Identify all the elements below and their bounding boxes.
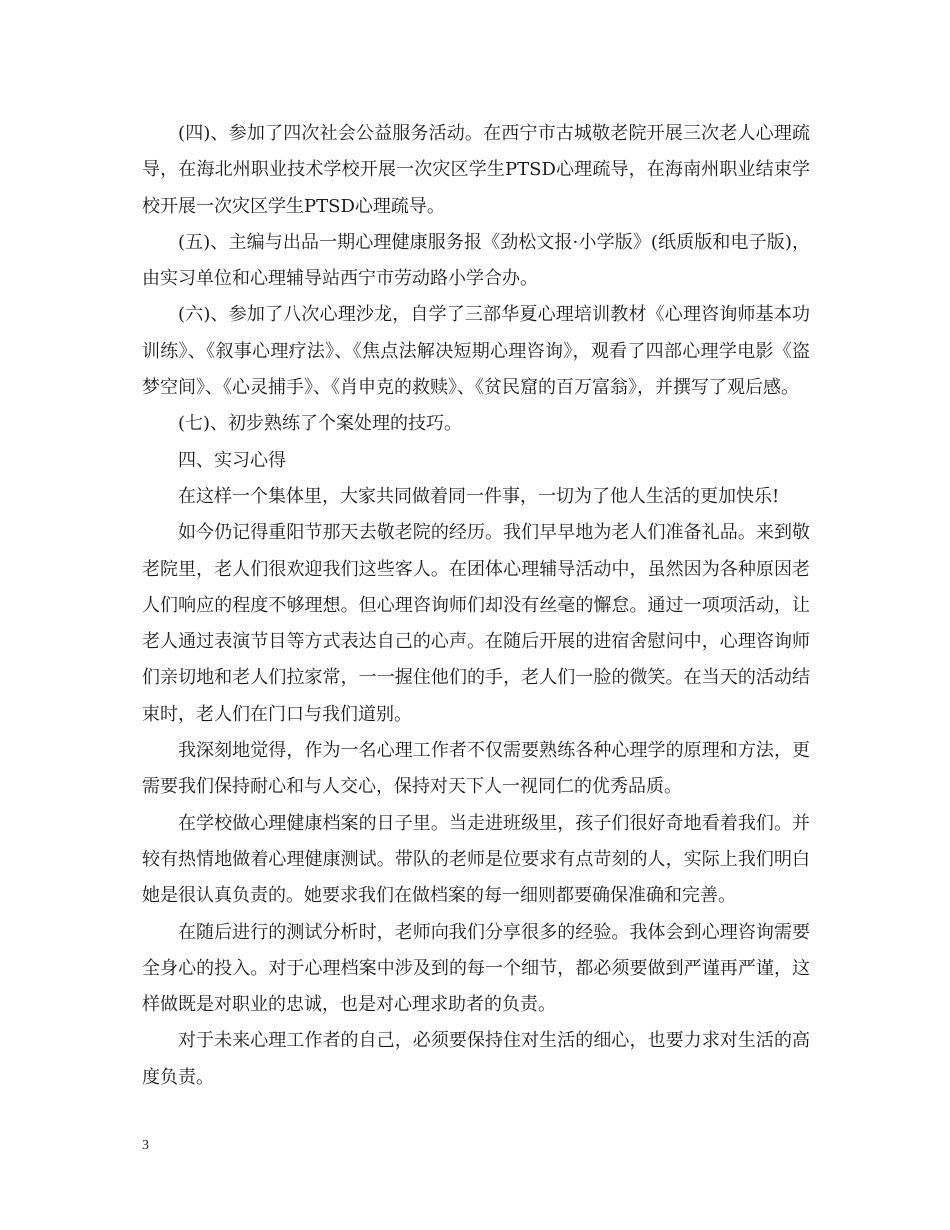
paragraph-deep-feeling: 我深刻地觉得，作为一名心理工作者不仅需要熟练各种心理学的原理和方法，更需要我们保持耐心和与人交心，保持对天下人一视同仁的优秀品质。 <box>142 740 810 798</box>
paragraph-collective: 在这样一个集体里，大家共同做着同一件事，一切为了他人生活的更加快乐! <box>178 485 780 507</box>
section-heading-internship-reflections: 四、实习心得 <box>178 449 286 471</box>
page-number: 3 <box>142 1138 149 1153</box>
paragraph-school-archives: 在学校做心理健康档案的日子里。当走进班级里，孩子们很好奇地看着我们。并较有热情地做着心理健康测试。带队的老师是位要求有点苛刻的人，实际上我们明白她是很认真负责的。她要求我们在做档案的每一细则都要确保准确和完善。 <box>142 812 810 907</box>
paragraph-test-analysis: 在随后进行的测试分析时，老师向我们分享很多的经验。我体会到心理咨询需要全身心的投入。对于心理档案中涉及到的每一个细节，都必须要做到严谨再严谨，这样做既是对职业的忠诚，也是对心理求助者的负责。 <box>142 921 810 1016</box>
paragraph-item-5: (五)、主编与出品一期心理健康服务报《劲松文报·小学版》(纸质版和电子版)，由实习单位和心理辅导站西宁市劳动路小学合办。 <box>142 231 810 290</box>
paragraph-item-6: (六)、参加了八次心理沙龙，自学了三部华夏心理培训教材《心理咨询师基本功训练》、《叙事心理疗法》、《焦点法解决短期心理咨询》，观看了四部心理学电影《盗梦空间》、《心灵捕手》、《肖申克的救赎》、《贫民窟的百万富翁》，并撰写了观后感。 <box>142 304 810 399</box>
paragraph-item-7: (七)、初步熟练了个案处理的技巧。 <box>178 413 463 435</box>
paragraph-item-4: (四)、参加了四次社会公益服务活动。在西宁市古城敬老院开展三次老人心理疏导，在海北州职业技术学校开展一次灾区学生PTSD心理疏导，在海南州职业结束学校开展一次灾区学生PTSD心理疏导。 <box>142 123 810 217</box>
document-body <box>142 116 810 1096</box>
paragraph-future-self: 对于未来心理工作者的自己，必须要保持住对生活的细心，也要力求对生活的高度负责。 <box>142 1030 810 1088</box>
paragraph-nursing-home: 如今仍记得重阳节那天去敬老院的经历。我们早早地为老人们准备礼品。来到敬老院里，老人们很欢迎我们这些客人。在团体心理辅导活动中，虽然因为各种原因老人们响应的程度不够理想。但心理咨询师们却没有丝毫的懈怠。通过一项项活动，让老人通过表演节目等方式表达自己的心声。在随后开展的进宿舍慰问中，心理咨询师们亲切地和老人们拉家常，一一握住他们的手，老人们一脸的微笑。在当天的活动结束时，老人们在门口与我们道别。 <box>142 522 810 725</box>
